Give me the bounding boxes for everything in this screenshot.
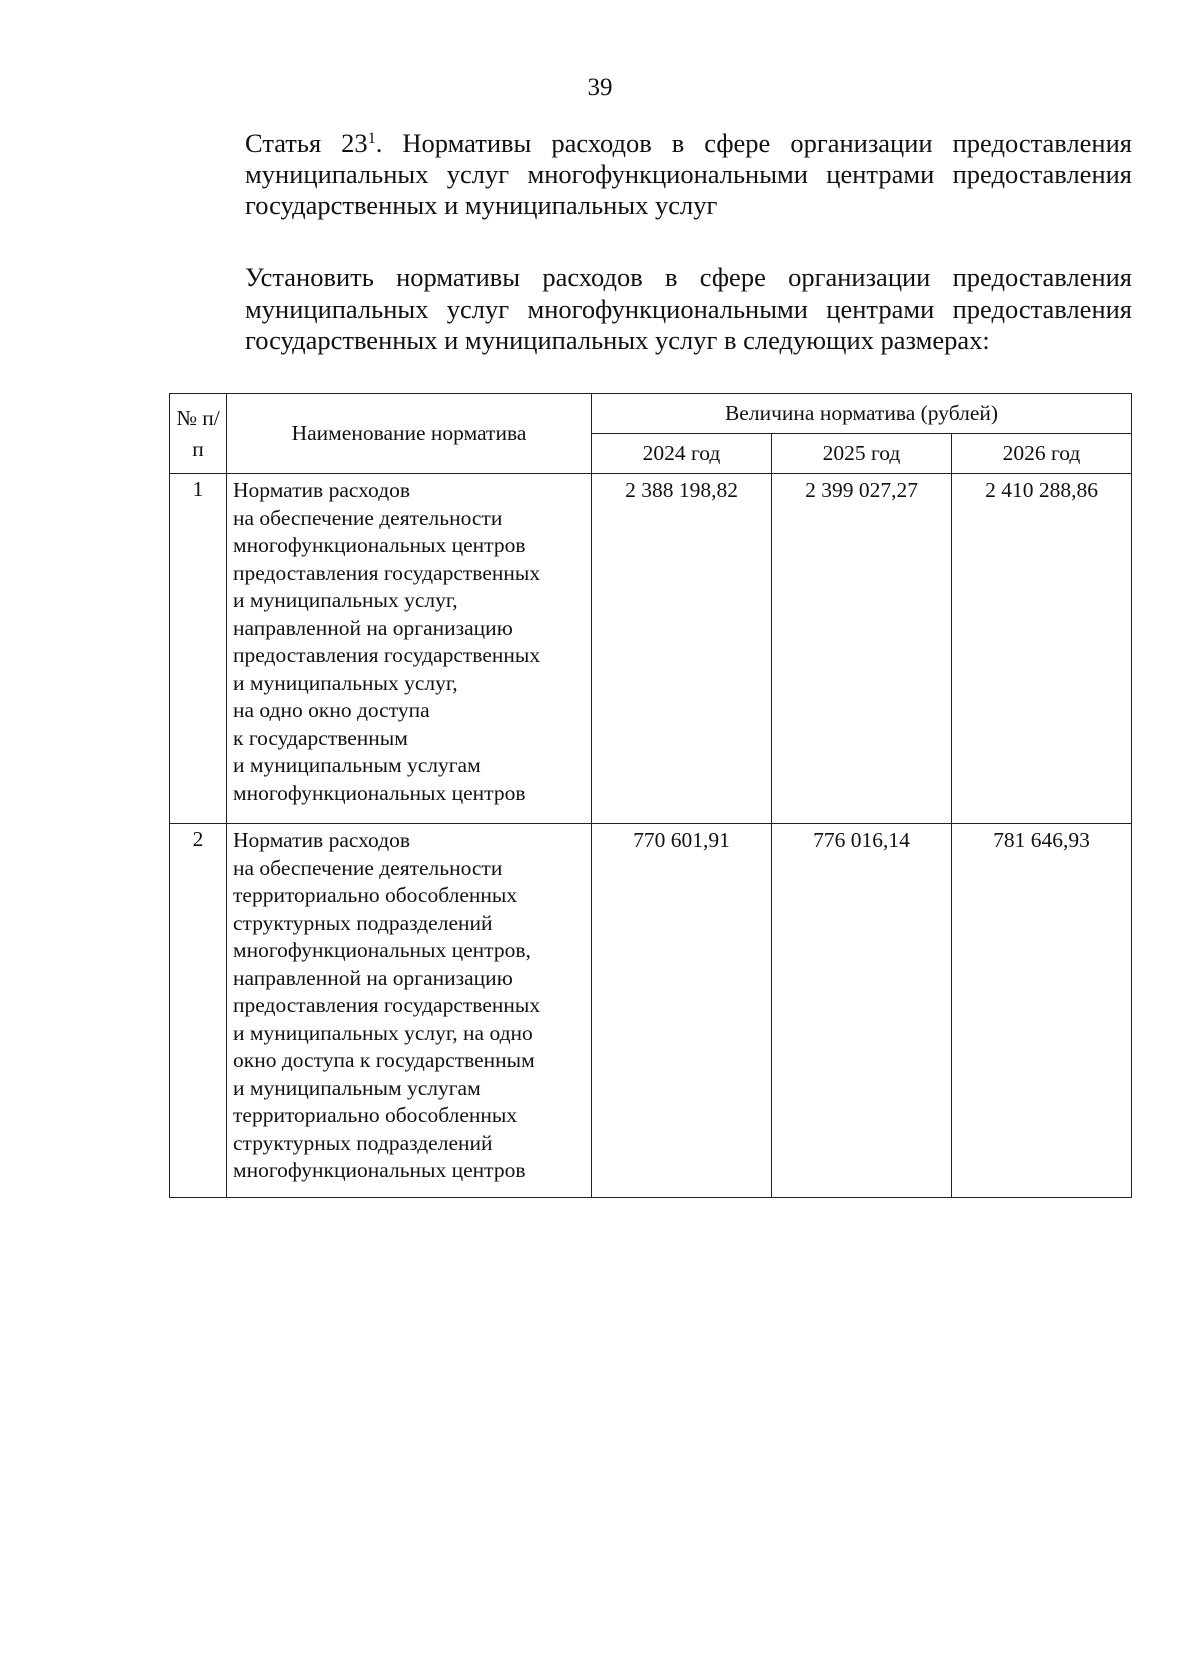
norm-name-line: на одно окно доступа — [233, 698, 430, 722]
table-row — [170, 474, 1132, 824]
value-2025: 2 399 027,27 — [772, 474, 952, 824]
norm-name-line: направленной на организацию — [233, 615, 513, 640]
value-2024: 770 601,91 — [592, 824, 772, 1198]
norm-name-line: и муниципальным услугам — [233, 1075, 481, 1100]
header-year-2026: 2026 год — [952, 434, 1132, 474]
norm-name-line: территориально обособленных — [233, 1103, 518, 1127]
norms-table — [169, 393, 1132, 1198]
header-value-group: Величина норматива (рублей) — [592, 394, 1132, 434]
row-number: 2 — [170, 824, 227, 1198]
norm-name-line: к государственным — [233, 725, 408, 750]
norm-name-line: многофункциональных центров, — [233, 938, 531, 962]
page-number: 39 — [587, 74, 613, 101]
norm-name — [227, 474, 592, 824]
norm-name-line: предоставления государственных — [233, 560, 541, 585]
norm-name-line: предоставления государственных — [233, 993, 541, 1017]
norm-name-line: структурных подразделений — [233, 1130, 493, 1155]
article-title: . Нормативы расходов в сфере организации предоставления муниципальных услуг многофункциональными центрами предоставления государственных и муниципальных услуг — [245, 128, 1132, 220]
norm-name-line: Норматив расходов — [233, 478, 411, 502]
intro-paragraph — [170, 262, 1132, 357]
header-num: № п/п — [170, 394, 227, 474]
value-2024: 2 388 198,82 — [592, 474, 772, 824]
norm-name-line: территориально обособленных — [233, 883, 518, 907]
table-row — [170, 824, 1132, 1198]
norm-name-line: структурных подразделений — [233, 910, 493, 935]
norm-name-line: предоставления государственных — [233, 643, 541, 667]
row-number: 1 — [170, 474, 227, 824]
header-name: Наименование норматива — [227, 394, 592, 474]
value-2025: 776 016,14 — [772, 824, 952, 1198]
norm-name-line: многофункциональных центров — [233, 533, 526, 557]
norm-name — [227, 824, 592, 1198]
norm-name-line: Норматив расходов — [233, 828, 411, 852]
value-2026: 781 646,93 — [952, 824, 1132, 1198]
norm-name-line: и муниципальных услуг, — [233, 670, 458, 695]
norm-name-line: многофункциональных центров — [233, 1158, 526, 1182]
norm-name-line: многофункциональных центров — [233, 780, 526, 805]
norm-name-line: на обеспечение деятельности — [233, 855, 503, 880]
article-superscript: 1 — [367, 130, 376, 147]
header-year-2024: 2024 год — [592, 434, 772, 474]
article-heading — [170, 128, 1132, 221]
norm-name-line: на обеспечение деятельности — [233, 505, 503, 530]
norm-name-line: и муниципальных услуг, — [233, 588, 458, 612]
value-2026: 2 410 288,86 — [952, 474, 1132, 824]
intro-text: Установить нормативы расходов в сфере организации предоставления муниципальных услуг многофункциональными центрами предоставления государственных и муниципальных услуг в следующих размерах: — [245, 262, 1132, 355]
norm-name-line: направленной на организацию — [233, 965, 513, 990]
norm-name-line: и муниципальным услугам — [233, 753, 481, 777]
norm-name-line: окно доступа к государственным — [233, 1048, 535, 1072]
norm-name-line: и муниципальных услуг, на одно — [233, 1020, 533, 1045]
article-prefix: Статья 23 — [245, 128, 368, 158]
header-year-2025: 2025 год — [772, 434, 952, 474]
